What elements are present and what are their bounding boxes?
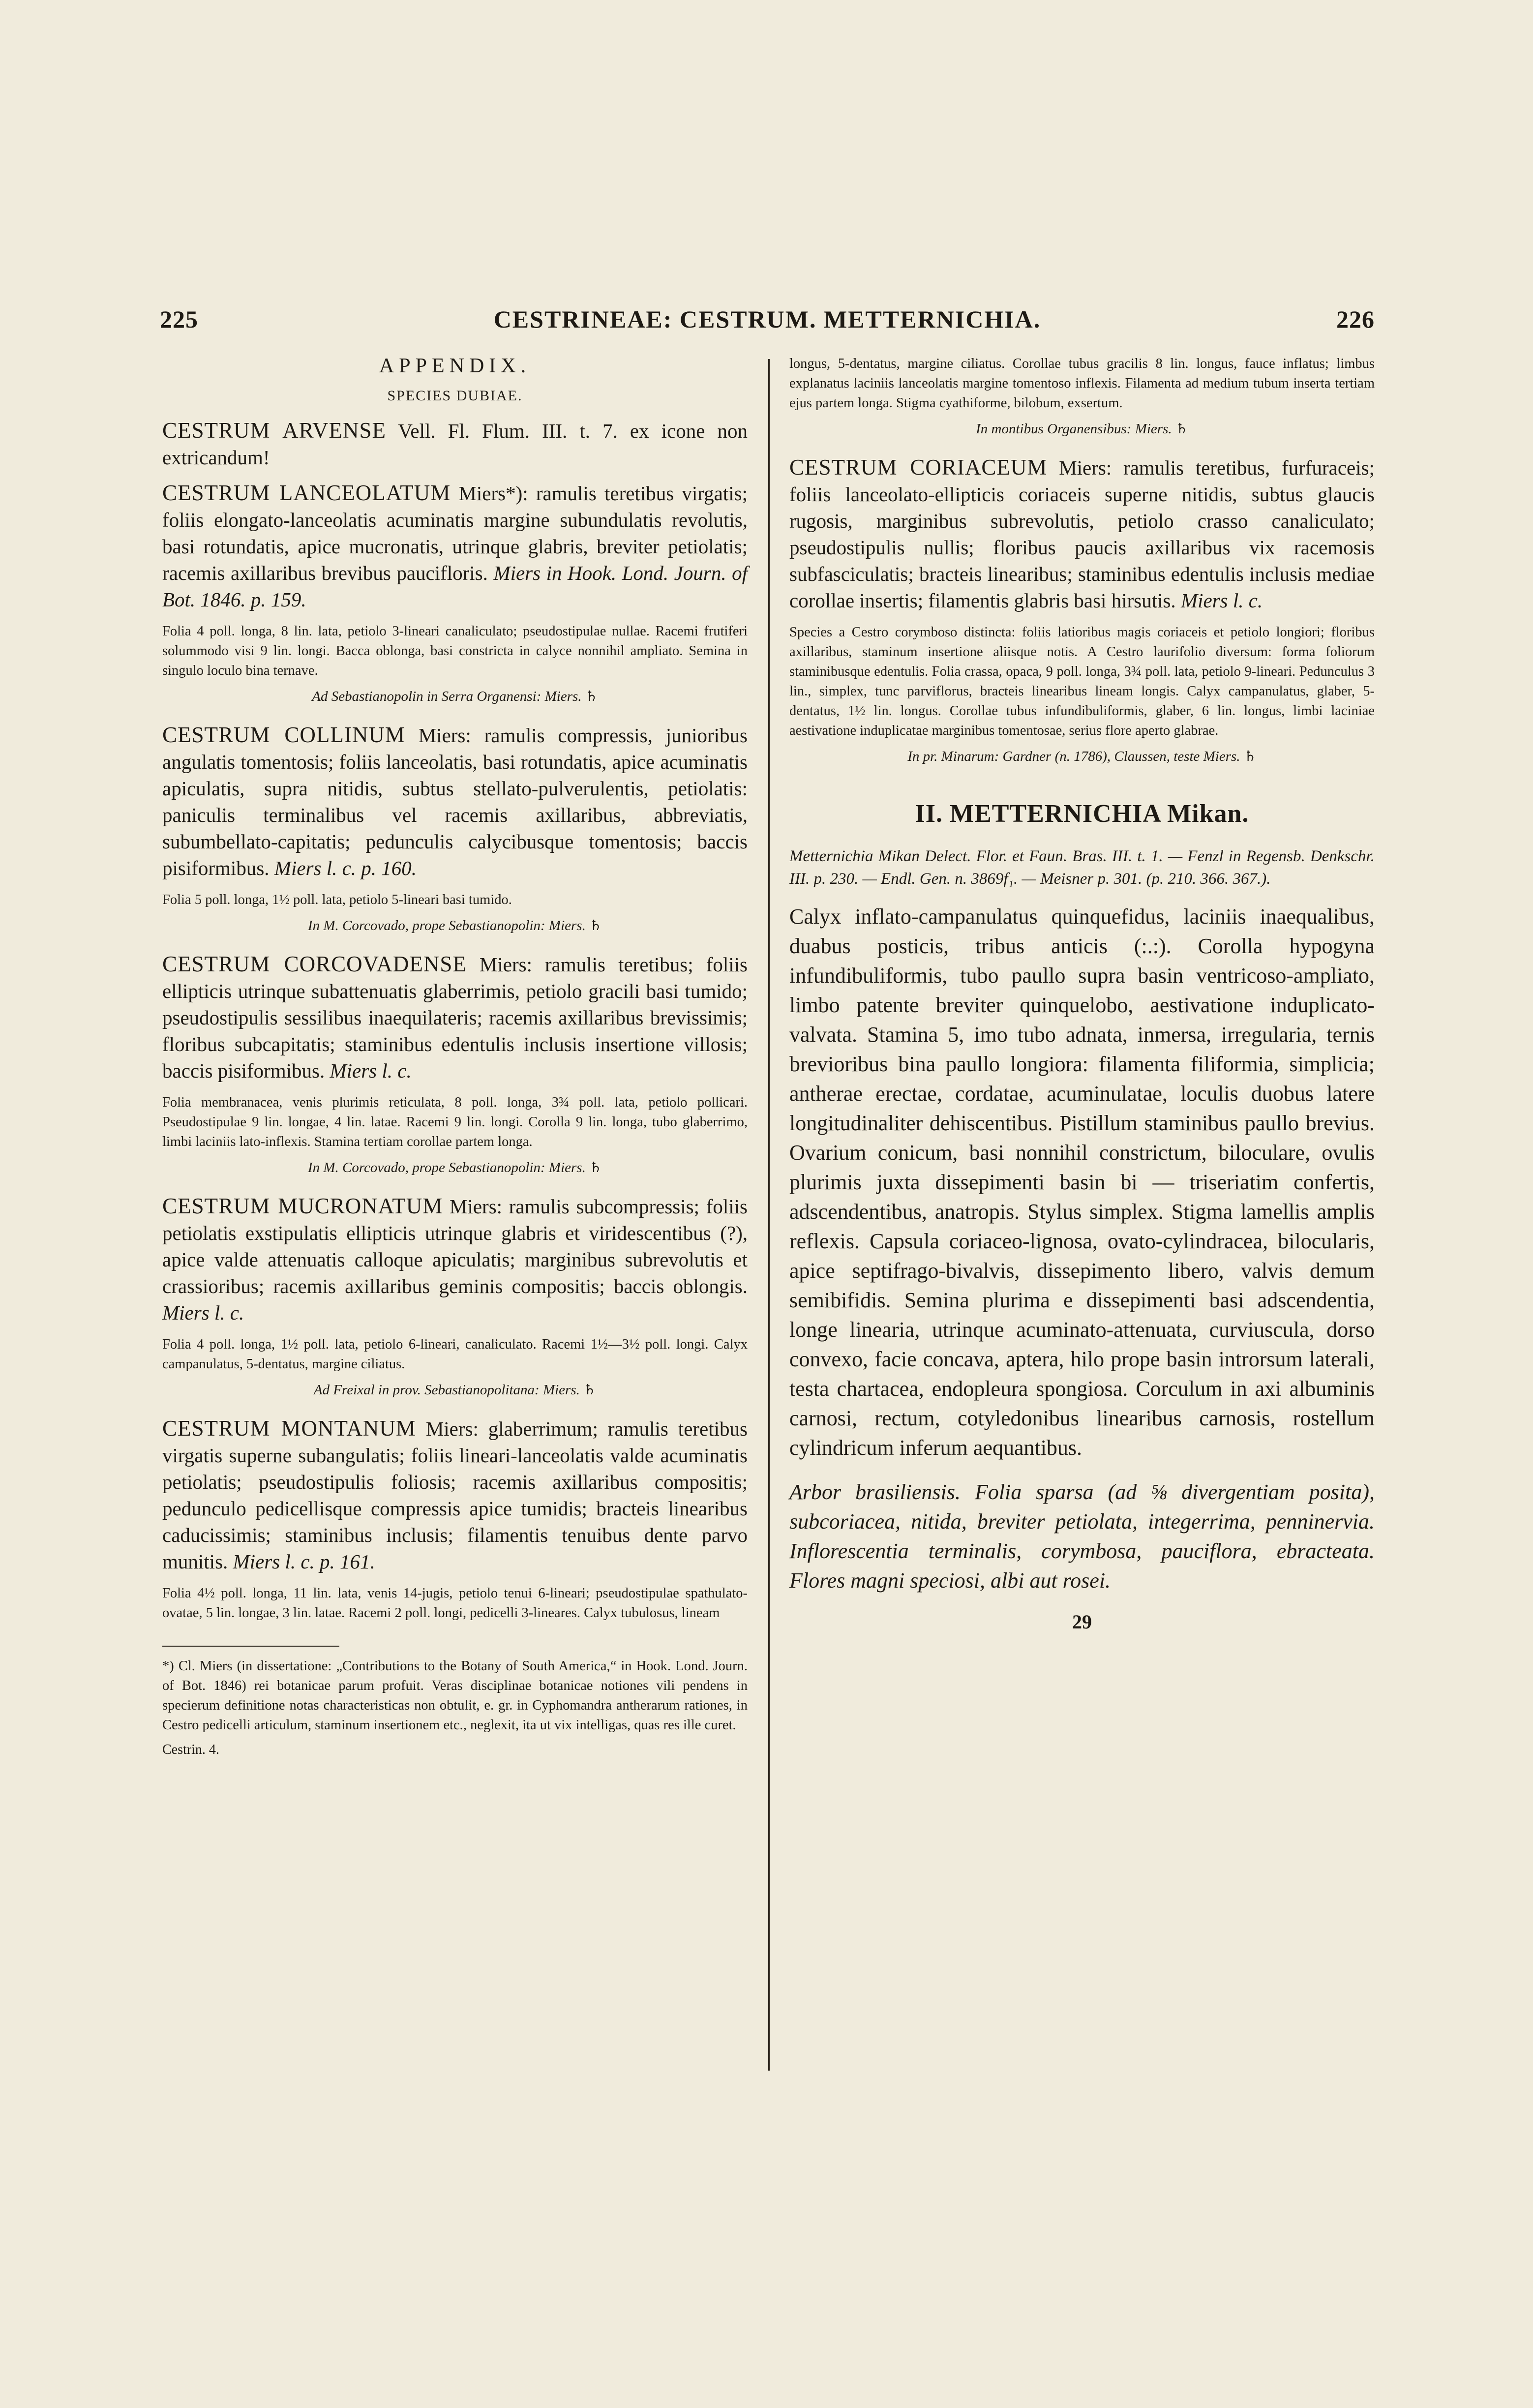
species-description-continued: longus, 5-dentatus, margine ciliatus. Corollae tubus gracilis 8 lin. longus, fauce inflatus; limbus explanatus laciniis lanceolatis margine tomentoso inflexis. Filamenta ad medium tubum inserta tertiam ejus partem longa. Stigma cyathiforme, bilobum, exsertum. [789,356,1375,411]
species-locality: Ad Freixal in prov. Sebastianopolitana: Miers. ♄ [313,1382,597,1398]
species-locality: In montibus Organensibus: Miers. ♄ [976,421,1188,437]
species-name: CESTRUM COLLINUM [162,722,405,747]
page-number-right: 226 [1336,305,1375,333]
footnote: *) Cl. Miers (in dissertatione: „Contributions to the Botany of South America,“ in Hook. Lond. Journ. of Bot. 1846) rei botanicae parum profuit. Veras disciplinae botanicae notiones vili pendens in specierum definitione notas characteristicas non obtulit, e. gr. in Cyphomandra antherarum rationes, in Cestro pedicelli articulum, staminum insertionem etc., neglexit, ita ut vix intelligas, quas res ille curet. [162,1658,748,1733]
species-locality: Ad Sebastianopolin in Serra Organensi: Miers. ♄ [312,689,598,704]
species-arvense [162,417,748,471]
genus-character: Calyx inflato-campanulatus quinquefidus, laciniis inaequalibus, duabus posticis, tribus anticis (:.:). Corolla hypogyna infundibuliformis, tubo paullo supra basin ventricoso-ampliato, limbo patente breviter quinquelobo, aestivatione induplicato-valvata. Stamina 5, imo tubo adnata, inmersa, irregularia, ternis brevioribus bina paullo longiora: filamenta filiformia, simplicia; antherae erectae, cordatae, acuminulatae, loculis duobus latere longitudinaliter dehiscentibus. Pistillum staminibus paullo brevius. Ovarium conicum, basi nonnihil constrictum, biloculare, ovulis plurimis juxta dissepimenti basin bi — triseriatim confertis, adscendentibus, anatropis. Stylus simplex. Stigma lamellis amplis reflexis. Capsula coriaceo-lignosa, ovato-cylindracea, bilocularis, apice septifrago-bivalvis, dissepimento libero, valvis demum semibifidis. Semina plurima e dissepimenti basi adscendentia, longe linearia, utrinque acuminato-attenuata, curviuscula, dorso convexo, facie concava, aptera, hilo prope basin introrsum laterali, testa chartacea, endopleura spongiosa. Corculum in axi albuminis carnosi, rectum, cotyledonibus linearibus carnosis, rostellum cylindricum inferum aequantibus. [789,904,1375,1460]
species-text: Miers: ramulis subcompressis; foliis petiolatis exstipulatis ellipticis utrinque glabris et viridescentibus (?), apice valde attenuatis calloque apiculatis; marginibus subrevolutis et crassioribus; racemis axillaribus geminis compositis; baccis oblongis. [162,1195,748,1297]
sheet-number: 29 [1072,1611,1092,1633]
species-mucronatum [162,1193,748,1326]
species-description: Folia 5 poll. longa, 1½ poll. lata, petiolo 5-lineari basi tumido. [162,892,512,907]
species-name: CESTRUM MUCRONATUM [162,1194,443,1218]
left-column [162,354,748,1758]
species-text: Vell. Fl. Flum. III. t. 7. ex icone non extricandum! [162,420,748,469]
species-reference: Miers l. c. [330,1059,412,1082]
species-locality: In M. Corcovado, prope Sebastianopolin: Miers. ♄ [307,918,602,933]
species-name: CESTRUM CORCOVADENSE [162,952,467,976]
footnote-rule [162,1646,339,1647]
species-description: Folia 4½ poll. longa, 11 lin. lata, venis 14-jugis, petiolo tenui 6-lineari; pseudostipulae spathulato-ovatae, 5 lin. longae, 3 lin. latae. Racemi 2 poll. longi, pedicelli 3-lineares. Calyx tubulosus, lineam [162,1586,748,1621]
appendix-heading: APPENDIX. [379,355,531,377]
species-reference: Miers l. c. [1180,589,1263,612]
species-montanum [162,1415,748,1575]
species-description: Folia 4 poll. longa, 8 lin. lata, petiolo 3-lineari canaliculato; pseudostipulae nullae. Racemi frutiferi solummodo visi 9 lin. longi. Bacca oblonga, basi constricta in calyce nonnihil ampliato. Semina in singulo loculo bina ternave. [162,624,748,678]
running-header [160,305,1375,339]
species-description: Folia 4 poll. longa, 1½ poll. lata, petiolo 6-lineari, canaliculato. Racemi 1½—3½ poll. longi. Calyx campanulatus, 5-dentatus, margine ciliatus. [162,1337,748,1372]
species-text: Miers: ramulis teretibus, furfuraceis; foliis lanceolato-ellipticis coriaceis superne nitidis, subtus glaucis rugosis, marginibus subrevolutis, petiolo crasso canaliculato; pseudostipulis nullis; floribus paucis axillaribus vix racemosis subfasciculatis; bracteis linearibus; staminibus edentulis inclusis mediae corollae insertis; filamentis glabris basi hirsutis. [789,456,1375,612]
species-text: Miers*): ramulis teretibus virgatis; foliis elongato-lanceolatis acuminatis margine subundulatis revolutis, basi rotundatis, apice mucronatis, utrinque glabris, breviter petiolatis; racemis axillaribus brevibus paucifloris. [162,482,748,584]
species-description: Folia membranacea, venis plurimis reticulata, 8 poll. longa, 3¾ poll. lata, petiolo pollicari. Pseudostipulae 9 lin. longae, 4 lin. latae. Racemi 9 lin. longi. Corolla 9 lin. longa, tubo glaberrimo, limbi laciniis lato-inflexis. Stamina tertiam corollae partem longa. [162,1095,748,1149]
species-dubiae-heading: SPECIES DUBIAE. [387,388,523,404]
running-title: CESTRINEAE: CESTRUM. METTERNICHIA. [493,305,1041,333]
species-coriaceum [789,454,1375,614]
species-lanceolatum [162,480,748,613]
species-name: CESTRUM CORIACEUM [789,455,1048,480]
species-locality: In M. Corcovado, prope Sebastianopolin: Miers. ♄ [307,1160,602,1175]
species-text: Miers: ramulis compressis, junioribus angulatis tomentosis; foliis lanceolatis, basi rotundatis, apice acuminatis apiculatis, supra nitidis, subtus stellato-pulverulentis, petiolatis: paniculis terminalibus vel racemis axillaribus, abbreviatis, subumbellato-capitatis; pedunculis calycibusque tomentosis; baccis pisiformibus. [162,724,748,879]
species-text: Miers: ramulis teretibus; foliis ellipticis utrinque subattenuatis glaberrimis, petiolo gracili basi tumido; pseudostipulis sessilibus inaequilateris; racemis axillaribus brevissimis; floribus subcapitatis; staminibus edentulis inclusis insertione villosis; baccis pisiformibus. [162,953,748,1082]
right-column [789,354,1375,1653]
species-name: CESTRUM MONTANUM [162,1416,416,1441]
species-description: Species a Cestro corymboso distincta: foliis latioribus magis coriaceis et petiolo longiori; floribus axillaribus, staminum insertione aliisque notis. A Cestro laurifolio diversum: forma foliorum staminibusque edentulis. Folia crassa, opaca, 9 poll. longa, 3¾ poll. lata, petiolo 9-lineari. Pedunculus 3 lin., simplex, tunc parviflorus, bracteis linearibus lineam longis. Calyx campanulatus, glaber, 5-dentatus, 1½ lin. longus. Corollae tubus infundibuliformis, glaber, 6 lin. longus, limbi laciniae aestivatione induplicatae marginibus tomentosae, serius flore aperto glabrae. [789,625,1375,738]
species-reference: Miers l. c. [162,1301,244,1324]
species-text: Miers: glaberrimum; ramulis teretibus virgatis superne subangulatis; foliis lineari-lanceolatis valde acuminatis petiolatis; pseudostipulis foliosis; racemis axillaribus compositis; pedunculo pedicellisque compressis apice tumidis; bracteis linearibus caducissimis; staminibus inclusis; filamentis tenuibus dente parvo munitis. [162,1417,748,1573]
species-collinum [162,722,748,881]
species-name: CESTRUM LANCEOLATUM [162,481,451,505]
section-heading: II. METTERNICHIA Mikan. [915,800,1249,828]
species-corcovadense [162,951,748,1084]
genus-habit: Arbor brasiliensis. Folia sparsa (ad ⅝ divergentiam posita), subcoriacea, nitida, breviter petiolata, integerrima, penninervia. Inflorescentia terminalis, corymbosa, pauciflora, ebracteata. Flores magni speciosi, albi aut rosei. [789,1480,1375,1593]
column-divider [768,359,770,2071]
species-locality: In pr. Minarum: Gardner (n. 1786), Claussen, teste Miers. ♄ [907,749,1257,764]
species-reference: Miers in Hook. Lond. Journ. of Bot. 1846. p. 159. [162,562,748,611]
genus-synonymy: Metternichia Mikan Delect. Flor. et Faun. Bras. III. t. 1. — Fenzl in Regensb. Denkschr. III. p. 230. — Endl. Gen. n. 3869f₁. — Meisner p. 301. (p. 210. 366. 367.). [789,847,1375,888]
printer-signature: Cestrin. 4. [162,1742,219,1757]
page-number-left: 225 [160,305,198,333]
species-reference: Miers l. c. p. 160. [274,857,417,879]
species-name: CESTRUM ARVENSE [162,418,387,443]
species-reference: Miers l. c. p. 161. [233,1550,375,1573]
